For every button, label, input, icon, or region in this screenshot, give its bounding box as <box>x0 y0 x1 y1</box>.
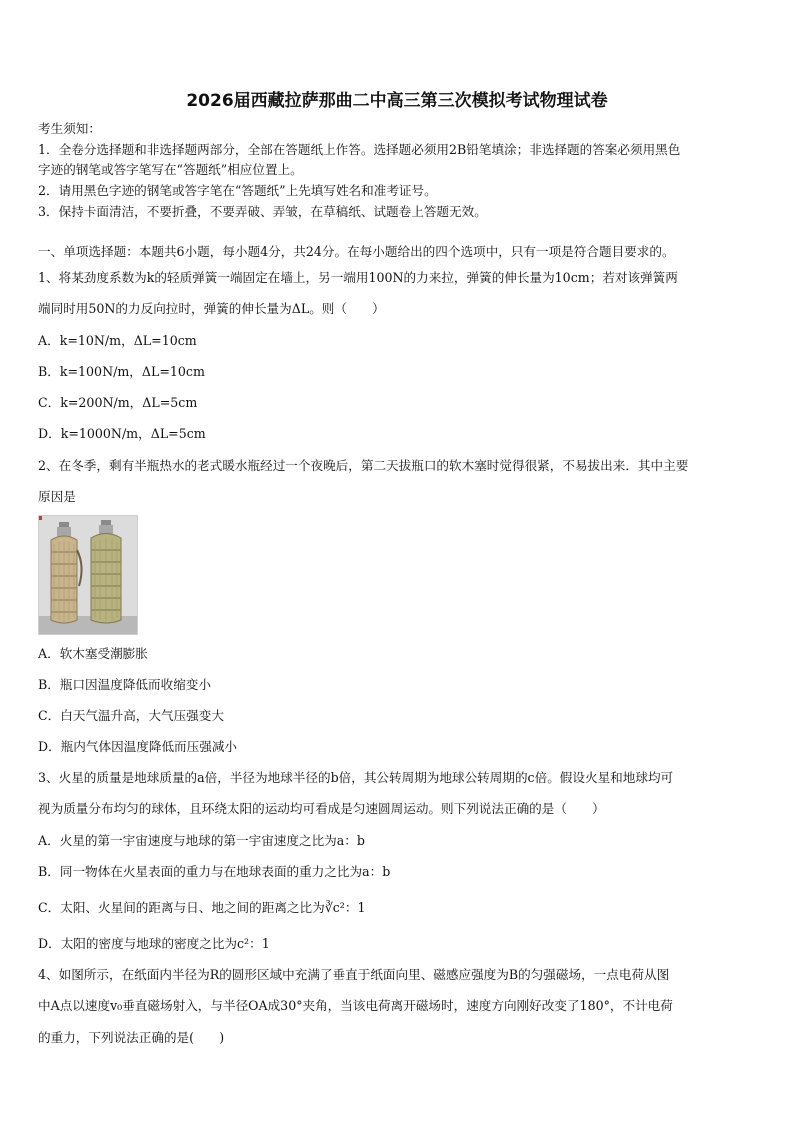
q2-option-a: A．软木塞受潮膨胀 <box>38 646 148 661</box>
notice-line-2: 字迹的钢笔或答字笔写在“答题纸”相应位置上。 <box>38 162 303 177</box>
q1-option-d: D．k=1000N/m，ΔL=5cm <box>38 426 206 441</box>
q1-stem-line-1: 1、将某劲度系数为k的轻质弹簧一端固定在墙上，另一端用100N的力来拉，弹簧的伸长量为10cm；若对该弹簧两 <box>38 270 678 285</box>
notice-line-4: 3．保持卡面清洁，不要折叠，不要弄破、弄皱，在草稿纸、试题卷上答题无效。 <box>38 204 487 219</box>
q1-option-a: A．k=10N/m，ΔL=10cm <box>38 333 197 348</box>
q4-stem-line-1: 4、如图所示，在纸面内半径为R的圆形区域中充满了垂直于纸面向里、磁感应强度为B的匀强磁场，一点电荷从图 <box>38 967 670 982</box>
q2-option-b: B．瓶口因温度降低而收缩变小 <box>38 677 211 692</box>
exam-title: 2026届西藏拉萨那曲二中高三第三次模拟考试物理试卷 <box>186 91 608 111</box>
thermos-bottles-illustration <box>39 516 137 634</box>
q3-option-a: A．火星的第一宇宙速度与地球的第一宇宙速度之比为a：b <box>38 833 365 848</box>
q4-stem-line-2: 中A点以速度v₀垂直磁场射入，与半径OA成30°夹角，当该电荷离开磁场时，速度方向刚好改变了180°，不计电荷 <box>38 998 673 1013</box>
q2-stem-line-2: 原因是 <box>38 489 76 504</box>
notice-line-1: 1．全卷分选择题和非选择题两部分，全部在答题纸上作答。选择题必须用2B铅笔填涂；非选择题的答案必须用黑色 <box>38 142 681 157</box>
q2-option-d: D．瓶内气体因温度降低而压强减小 <box>38 739 238 754</box>
q3-option-c-text: C．太阳、火星间的距离与日、地之间的距离之比为 <box>38 900 325 915</box>
thermos-bottles-photo <box>38 515 138 635</box>
q3-stem-line-1: 3、火星的质量是地球质量的a倍，半径为地球半径的b倍，其公转周期为地球公转周期的c倍。假设火星和地球均可 <box>38 770 674 785</box>
q1-option-b: B．k=100N/m，ΔL=10cm <box>38 364 205 379</box>
notice-line-3: 2．请用黑色字迹的钢笔或答字笔在“答题纸”上先填写姓名和准考证号。 <box>38 183 437 198</box>
section-heading: 一、单项选择题：本题共6小题，每小题4分，共24分。在每小题给出的四个选项中，只有一项是符合题目要求的。 <box>38 244 675 259</box>
notice-heading: 考生须知： <box>38 121 101 136</box>
q3-option-c-root: ∛c² <box>324 900 345 915</box>
q2-option-c: C．白天气温升高，大气压强变大 <box>38 708 224 723</box>
q1-option-c: C．k=200N/m，ΔL=5cm <box>38 395 198 410</box>
q2-stem-line-1: 2、在冬季，剩有半瓶热水的老式暖水瓶经过一个夜晚后，第二天拔瓶口的软木塞时觉得很紧，不易拔出来．其中主要 <box>38 458 689 473</box>
q3-option-c-ratio: ：1 <box>344 900 366 915</box>
q3-option-d: D．太阳的密度与地球的密度之比为c²：1 <box>38 936 270 951</box>
q4-stem-line-3: 的重力，下列说法正确的是( ) <box>38 1030 225 1045</box>
q3-option-b: B．同一物体在火星表面的重力与在地球表面的重力之比为a：b <box>38 864 391 879</box>
q3-stem-line-2: 视为质量分布均匀的球体，且环绕太阳的运动均可看成是匀速圆周运动。则下列说法正确的是（ ） <box>38 801 605 816</box>
q3-option-c <box>38 900 760 916</box>
q1-stem-line-2: 端同时用50N的力反向拉时，弹簧的伸长量为ΔL。则（ ） <box>38 301 385 316</box>
